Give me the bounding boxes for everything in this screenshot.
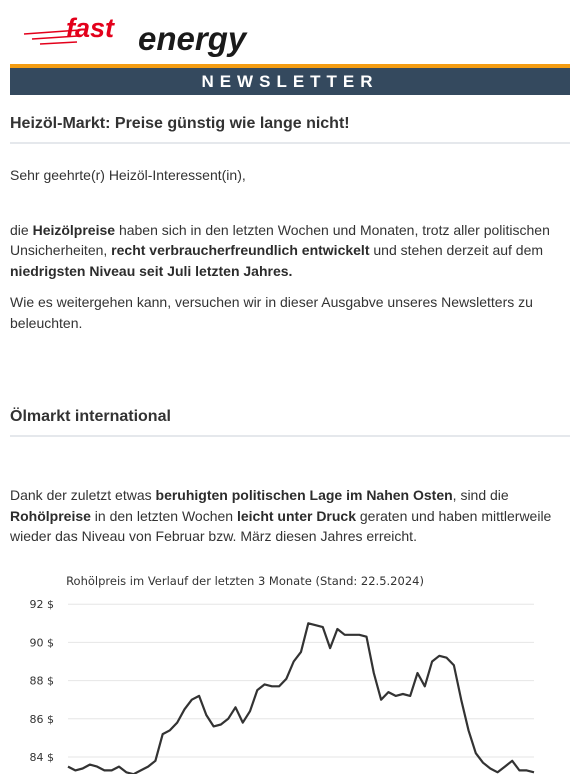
text: die: [10, 221, 33, 238]
crude-oil-chart-svg: [10, 566, 570, 774]
text: , sind die: [452, 487, 509, 503]
logo-energy-text: energy: [138, 20, 247, 57]
chart-title: Rohölpreis im Verlauf der letzten 3 Monate (Stand: 22.5.2024): [66, 574, 424, 588]
fastenergy-logo: [22, 10, 312, 60]
y-tick-label: 90 $: [29, 636, 54, 650]
bold-text: leicht unter Druck: [236, 507, 356, 524]
chart-y-ticks: [30, 598, 55, 764]
chart-series: [68, 623, 534, 774]
y-tick-label: 84 $: [29, 751, 54, 764]
outlook-paragraph: Wie es weitergehen kann, versuchen wir in dieser Ausgabve unseres Newsletters zu beleuchten.: [10, 294, 533, 331]
text: in den letzten Wochen: [90, 507, 237, 524]
newsletter-label: NEWSLETTER: [201, 72, 379, 91]
text: haben sich in den letzten Wochen und Monaten, trotz aller politischen Unsicherheiten,: [10, 221, 550, 258]
newsletter-banner: [10, 64, 570, 95]
text: Dank der zuletzt etwas: [10, 487, 156, 503]
intro-paragraph: [10, 220, 570, 282]
fastenergy-logo-graphic: [22, 10, 312, 60]
headline: Heizöl-Markt: Preise günstig wie lange nicht!: [10, 115, 570, 144]
bold-text: beruhigten politischen Lage im Nahen Osten: [155, 487, 453, 503]
y-tick-label: 92 $: [29, 598, 54, 612]
y-tick-label: 88 $: [29, 674, 54, 688]
text: und stehen derzeit auf dem: [369, 242, 544, 258]
bold-text: recht verbraucherfreundlich entwickelt: [111, 242, 370, 258]
bold-text: Heizölpreise: [32, 221, 116, 238]
oil-market-paragraph: [10, 485, 570, 547]
text: geraten und haben mittlerweile wieder das Niveau von Februar bzw. März diesen Jahres erreicht.: [10, 507, 552, 544]
greeting: Sehr geehrte(r) Heizöl-Interessent(in),: [10, 167, 246, 183]
crude-oil-chart: [10, 566, 570, 774]
bold-text: niedrigsten Niveau seit Juli letzten Jahres.: [10, 262, 293, 279]
newsletter-content: [10, 95, 570, 547]
bold-text: Rohölpreise: [10, 507, 91, 524]
y-tick-label: 86 $: [29, 712, 54, 726]
chart-grid: [68, 604, 534, 757]
crude-oil-price-line: [68, 623, 534, 774]
logo-fast-text: fast: [66, 13, 115, 43]
section-title: Ölmarkt international: [10, 408, 570, 437]
